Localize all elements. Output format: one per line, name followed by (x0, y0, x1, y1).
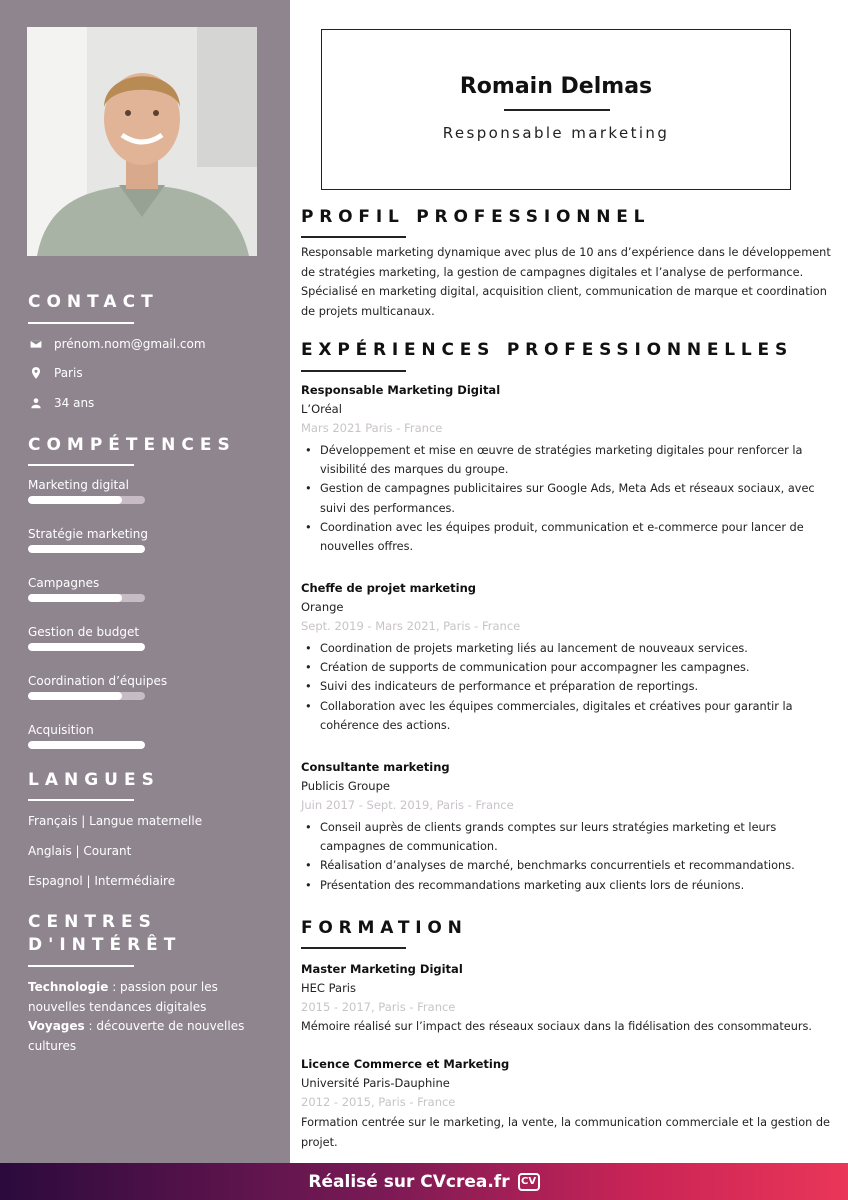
job-dates: Mars 2021 Paris - France (301, 421, 443, 435)
skill-bar-fill (28, 545, 145, 553)
degree-title: Licence Commerce et Marketing (301, 1057, 510, 1071)
school-name: Université Paris-Dauphine (301, 1076, 450, 1090)
list-item: • Création de supports de communication pour accompagner les campagnes. (301, 658, 831, 677)
list-item: • Coordination de projets marketing liés au lancement de nouveaux services. (301, 639, 831, 658)
header-box (321, 29, 791, 190)
skill-bar-fill (28, 741, 145, 749)
interests-heading-rule (28, 965, 134, 967)
contact-age (28, 394, 94, 412)
language-item: Espagnol | Intermédiaire (28, 874, 176, 888)
profile-heading-rule (301, 236, 406, 238)
job-dates: Juin 2017 - Sept. 2019, Paris - France (301, 798, 514, 812)
location-pin-icon (28, 366, 43, 381)
skill-label: Campagnes (28, 576, 100, 590)
interest-item (28, 978, 258, 1017)
job-role: Responsable Marketing Digital (301, 383, 501, 397)
skill-label: Stratégie marketing (28, 527, 148, 541)
skill-label: Gestion de budget (28, 625, 140, 639)
job-company: Orange (301, 600, 344, 614)
profile-heading: PROFIL PROFESSIONNEL (301, 207, 651, 227)
job-role: Consultante marketing (301, 760, 450, 774)
languages-heading: LANGUES (28, 770, 160, 790)
skill-bar (28, 545, 145, 553)
list-item: • Coordination avec les équipes produit, communication et e-commerce pour lancer de nouvelles offres. (301, 518, 831, 556)
list-item: • Suivi des indicateurs de performance et préparation de reportings. (301, 677, 831, 696)
contact-heading-rule (28, 322, 134, 324)
interest-text: : passion pour les nouvelles tendances digitales (28, 980, 218, 1014)
job-dates: Sept. 2019 - Mars 2021, Paris - France (301, 619, 521, 633)
email-icon (28, 337, 43, 352)
candidate-name: Romain Delmas (459, 74, 653, 99)
degree-description: Formation centrée sur le marketing, la vente, la communication commerciale et la gestion de projet. (301, 1116, 830, 1149)
interest-label: Technologie (28, 980, 109, 994)
profile-text: Responsable marketing dynamique avec plus de 10 ans d’expérience dans le développement de stratégies marketing, la gestion de campagnes digitales et l’analyse de performance. Spécialisé en marketing digital, acquisition client, communication de marque et coordination de projets multicanaux. (301, 246, 831, 318)
list-item: • Développement et mise en œuvre de stratégies marketing digitales pour renforcer la visibilité des marques du groupe. (301, 441, 831, 479)
list-item: • Collaboration avec les équipes commerciales, digitales et créatives pour garantir la cohérence des actions. (301, 697, 831, 735)
list-item: • Réalisation d’analyses de marché, benchmarks concurrentiels et recommandations. (301, 856, 831, 875)
interest-label: Voyages (28, 1019, 85, 1033)
list-item: • Conseil auprès de clients grands comptes sur leurs stratégies marketing et leurs campagnes de communication. (301, 818, 831, 856)
footer-text: Réalisé sur CVcrea.fr (308, 1171, 510, 1192)
contact-city (28, 364, 83, 382)
skill-label: Coordination d’équipes (28, 674, 168, 688)
skill-label: Acquisition (28, 723, 94, 737)
job-bullets (301, 639, 831, 735)
list-item: • Gestion de campagnes publicitaires sur Google Ads, Meta Ads et réseaux sociaux, avec suivi des performances. (301, 479, 831, 517)
skill-bar (28, 496, 145, 504)
school-name: HEC Paris (301, 981, 356, 995)
job-role: Cheffe de projet marketing (301, 581, 477, 595)
experience-heading: EXPÉRIENCES PROFESSIONNELLES (301, 340, 794, 360)
job-company: Publicis Groupe (301, 779, 390, 793)
language-item: Anglais | Courant (28, 844, 132, 858)
footer-banner[interactable] (0, 1163, 848, 1200)
degree-dates: 2015 - 2017, Paris - France (301, 1000, 456, 1014)
skills-heading: COMPÉTENCES (28, 435, 236, 455)
experience-heading-rule (301, 370, 406, 372)
education-heading-rule (301, 947, 406, 949)
skill-bar-fill (28, 594, 122, 602)
degree-description: Mémoire réalisé sur l’impact des réseaux sociaux dans la fidélisation des consommateurs. (301, 1020, 812, 1033)
profile-photo (27, 27, 257, 256)
interest-text: : découverte de nouvelles cultures (28, 1019, 245, 1053)
contact-heading: CONTACT (28, 292, 159, 312)
interest-item (28, 1017, 258, 1056)
skill-bar (28, 692, 145, 700)
interests-heading-line2: D'INTÉRÊT (28, 935, 182, 955)
contact-city-text: Paris (54, 366, 83, 380)
interests-heading-line1: CENTRES (28, 912, 157, 932)
contact-email (28, 335, 206, 353)
sidebar (0, 0, 290, 1163)
skill-bar (28, 741, 145, 749)
languages-heading-rule (28, 799, 134, 801)
skills-heading-rule (28, 464, 134, 466)
list-item: • Présentation des recommandations marketing aux clients lors de réunions. (301, 876, 831, 895)
contact-age-text: 34 ans (54, 396, 95, 410)
language-item: Français | Langue maternelle (28, 814, 203, 828)
skill-bar-fill (28, 643, 145, 651)
job-bullets (301, 818, 831, 895)
skill-bar (28, 594, 145, 602)
name-rule (504, 109, 610, 111)
skill-bar (28, 643, 145, 651)
person-icon (28, 396, 43, 411)
degree-title: Master Marketing Digital (301, 962, 463, 976)
education-heading: FORMATION (301, 918, 468, 938)
contact-email-text: prénom.nom@gmail.com (54, 337, 206, 351)
interests-list (28, 978, 258, 1056)
job-company: L’Oréal (301, 402, 342, 416)
degree-dates: 2012 - 2015, Paris - France (301, 1095, 456, 1109)
job-bullets (301, 441, 831, 556)
skill-label: Marketing digital (28, 478, 129, 492)
candidate-title: Responsable marketing (442, 124, 670, 142)
person-photo-illustration (27, 27, 257, 256)
cv-logo-icon: CV (518, 1173, 540, 1191)
skill-bar-fill (28, 496, 122, 504)
skill-bar-fill (28, 692, 122, 700)
